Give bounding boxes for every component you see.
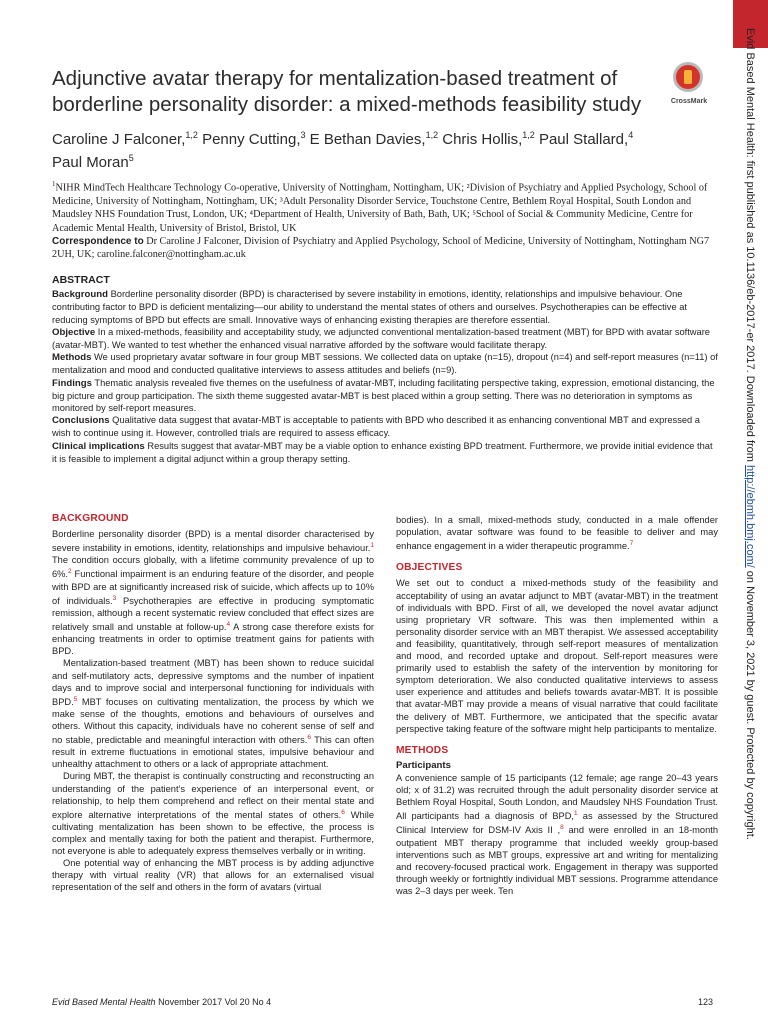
correspondence: [52, 235, 718, 262]
author-list: [52, 126, 692, 172]
abstract-methods: Methods We used proprietary avatar software in four group MBT sessions. We collected data on uptake (n=15), dropout (n=4) and self-report measures (n=11) of mentalization and mood and conducted qualitative interviews to assess attitudes and beliefs (n=9).: [52, 352, 718, 376]
affiliations: [52, 178, 718, 262]
background-paragraph-3: During MBT, the therapist is continually constructing and reconstructing an understanding of the patient’s experience of an interpersonal event, or relationship, to help them comprehend and reflect on their mental state and explore alternative interpretations of the mental states of others.$^6$ While cultivating mentalization has been shown to be effective, the process is complex and mentally taxing for both the patient and therapist. Furthermore, not everyone is able to adequately express themselves verbally or in writing.: [52, 771, 374, 857]
participants-paragraph: A convenience sample of 15 participants (12 female; age range 20–43 years old; x of 31.2) was recruited through the adult personality disorder service at Bethlem Royal Hospital, South London, and Maudsley NHS Foundation Trust. All participants had a diagnosis of BPD,$^1$ as assessed by the Structured Clinical Interview for DSM-IV Axis II ,$^8$ and were enrolled in an 18-month outpatient MBT therapy programme that included weekly group-based interventions such as MBT groups, expressive art and writing for mentalizing and recovery-focused practical work. Engagement in therapy was supported through weekly or fortnightly individual MBT sessions. Programme attendance was 2–3 days per week. Ten: [396, 772, 719, 896]
background-paragraph-2: Mentalization-based treatment (MBT) has been shown to reduce suicidal and self-mutilatory acts, depressive symptoms and the number of inpatient days and to improve social and interpersonal functioning for individuals with BPD.$^5$ MBT focuses on cultivating mentalization, the process by which we make sense of the thoughts, emotions and behaviours of ourselves and others. Without this capacity, individuals have no coherent sense of self and no stable, predictable and meaningful interaction with others.$^6$ This can often result in extreme fluctuations in emotional states, impulsive behaviour and unhealthy attachment to others or a lack of appropriate attachment.: [52, 658, 375, 770]
left-column: [52, 513, 374, 893]
abstract-clinical-implications: Clinical implications Results suggest that avatar-MBT may be a viable option to enhance existing BPD treatment. Furthermore, we provide initial evidence that it is feasible to implement a digital adjunct within a group therapy setting.: [52, 440, 713, 464]
affiliation-text: $^1$NIHR MindTech Healthcare Technology Co-operative, University of Nottingham, Nottingham, UK; ²Division of Psychiatry and Applied Psychology, School of Medicine, University of Nottingham, Nottingham, UK; ³Adult Personality Disorder Service, Touchstone Centre, Bethlem Royal Hospital, South London and Maudsley NHS Foundation Trust, London, UK; ⁴Department of Health, University of Bath, Bath, UK; ⁵School of Social & Community Medicine, Centre for Academic Mental Health, University of Bristol, Bristol, UK: [52, 180, 708, 234]
objectives-heading: OBJECTIVES: [396, 562, 463, 574]
correspondence-text: Dr Caroline J Falconer, Division of Psychiatry and Applied Psychology, School of Medicine, University of Nottingham, Nottingham NG7 2UH, UK; caroline.falconer@nottingham.ac.uk: [52, 236, 710, 261]
sidebar-suffix: on November 3, 2021 by guest. Protected by copyright.: [744, 567, 756, 840]
crossmark-badge[interactable]: [667, 62, 711, 112]
sidebar-mid: er 2017. Downloaded from: [744, 332, 756, 466]
objectives-paragraph: We set out to conduct a mixed-methods study of the feasibility and acceptability of using an avatar adjunct to MBT (avatar-MBT) in the treatment of individuals with BPD. First of all, we developed the novel avatar adjunct using proprietary VR software. This was then implemented within a personality disorder service with an MBT therapist. We assessed acceptability and feasibility, quantitatively, through self-report measures of mentalization and mood, and recorded uptake and dropout. Self-report measures were primarily used to establish the safety of the intervention by monitoring for symptom deterioration. We also conducted qualitative interviews to assess user experience and attitudes and beliefs towards avatar-MBT. It is possible that avatar-MBT may provide a means of visual narrative that could facilitate the delivery of MBT. Furthermore, we anticipated that the specific avatar perspective taking feature of the software might help participants to mentalize.: [396, 578, 718, 734]
article-title: Adjunctive avatar therapy for mentalization-based treatment of borderline personality disorder: a mixed-methods feasibility study: [52, 67, 642, 116]
abstract: [52, 274, 718, 465]
right-column: [396, 514, 718, 897]
author-line-1: Caroline J Falconer,$^{1,2}$ Penny Cutting,$^3$ E Bethan Davies,$^{1,2}$ Chris Hollis,$^{1,2}$ Paul Stallard,$^4$: [52, 130, 634, 148]
background-paragraph-1: Borderline personality disorder (BPD) is a mental disorder characterised by severe instability in emotions, identity, relationships and impulsive behaviour.$^1$ The condition occurs globally, with a lifetime community prevalence of up to 6%.$^2$ Functional impairment is an enduring feature of the disorder, and people with BPD are at significantly increased risk of suicide, which affects up to 10% of individuals.$^3$ Psychotherapies are effective in producing symptomatic remission, although a recent systematic review concluded that effect sizes are relatively small and unstable at follow-up.$^4$ A strong case therefore exists for enhancing treatments in order to optimise treatment gains for patients with BPD.: [52, 529, 374, 657]
abstract-objective: Objective In a mixed-methods, feasibility and acceptability study, we adjuncted conventional mentalization-based treatment (MBT) for BPD with avatar software (avatar-MBT). We wanted to test whether the enhanced visual narrative afforded by the software would facilitate therapy.: [52, 326, 710, 351]
crossmark-icon: [673, 62, 703, 92]
continued-paragraph: bodies). In a small, mixed-methods study, conducted in a male offender population, avatar software was found to be feasible to deliver and may enhance engagement in a wider therapeutic programme.$^7$: [396, 515, 718, 552]
sidebar-link[interactable]: http://ebmh.bmj.com/: [744, 465, 756, 568]
footer-journal: Evid Based Mental Health November 2017 Vol 20 No 4: [52, 997, 272, 1007]
abstract-background: Background Borderline personality disorder (BPD) is characterised by severe instability in emotions, identity, relationships and impulsive behaviour. One contributing factor to BPD is deficient mentalizing—our ability to understand the mental states of others and ourselves. Psychotherapies can be effective at reducing symptoms of BPD but effects are small. Innovative ways of enhancing existing therapies are therefore essential.: [52, 289, 687, 325]
participants-heading: Participants: [396, 759, 451, 771]
background-paragraph-4: One potential way of enhancing the MBT process is by adding adjunctive therapy with virtual reality (VR) that allows for an externalised visual representation of the self and others in the form of avatars (virtual: [52, 858, 374, 893]
sidebar-prefix: Evid Based Mental Health: first published as 10.1136/eb-2017-: [744, 28, 756, 333]
page-number: 123: [698, 997, 714, 1007]
methods-heading: METHODS: [396, 744, 449, 756]
background-heading: BACKGROUND: [52, 513, 129, 524]
crossmark-label: CrossMark: [670, 98, 708, 105]
correspondence-label: Correspondence to: [52, 236, 144, 248]
abstract-findings: Findings Thematic analysis revealed five themes on the usefulness of avatar-MBT, including facilitating perspective taking, expression, emotional distancing, the big picture and group participation. The sixth theme suggested avatar-MBT is best placed within a group setting. There was no deterioration in symptoms as monitored by self-report measures.: [52, 377, 715, 414]
author-line-2: Paul Moran$^5$: [52, 153, 134, 171]
abstract-heading: ABSTRACT: [52, 274, 110, 286]
copyright-sidebar: [740, 28, 760, 1008]
abstract-conclusions: Conclusions Qualitative data suggest that avatar-MBT is acceptable to patients with BPD who described it as enhancing conventional MBT and expressed a wish to continue using it. However, controlled trials are required to assess efficacy.: [52, 415, 700, 439]
